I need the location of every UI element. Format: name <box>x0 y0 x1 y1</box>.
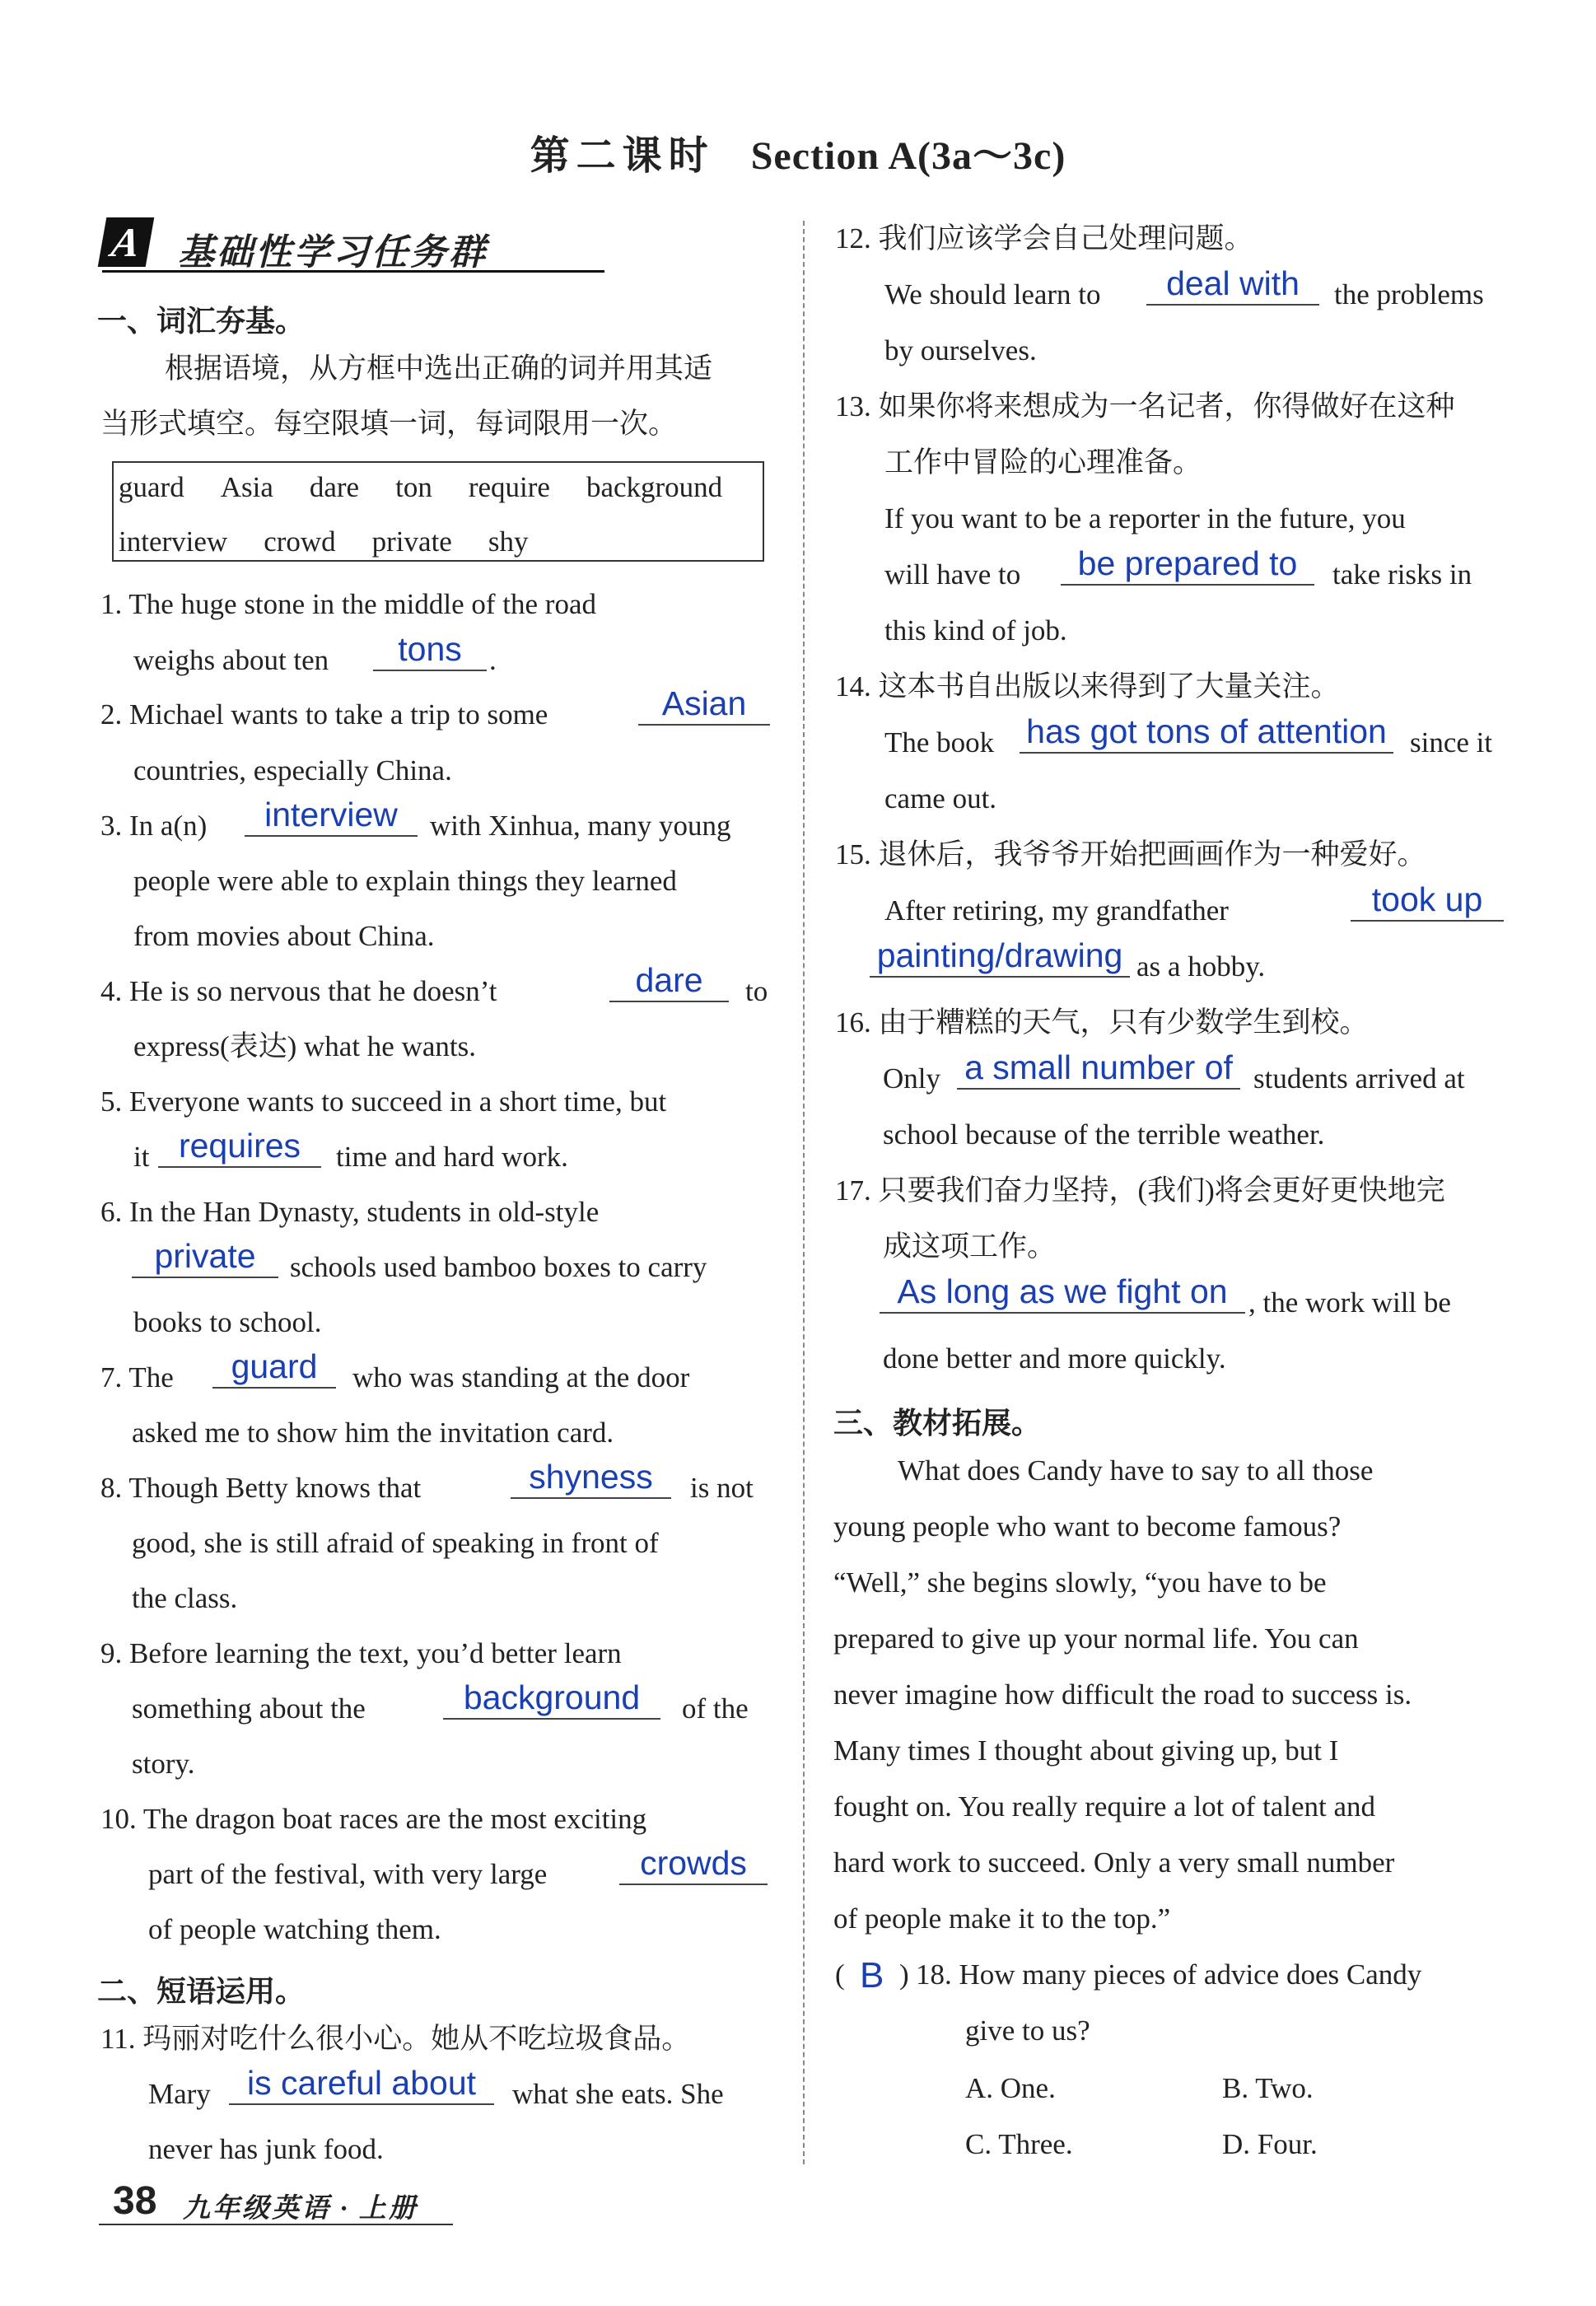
word: interview <box>119 525 228 558</box>
q7-line-1a: 7. The <box>100 1361 174 1393</box>
q12-answer: deal with <box>1146 267 1319 306</box>
passage-line-2: young people who want to become famous? <box>833 1510 1342 1543</box>
q4-line-2: express(表达) what he wants. <box>133 1030 477 1062</box>
q14-line-2b: since it <box>1410 726 1493 759</box>
q8-line-3: the class. <box>132 1582 238 1614</box>
q12-chinese: 12. 我们应该学会自己处理问题。 <box>835 222 1253 254</box>
passage-line-1: What does Candy have to say to all those <box>898 1454 1374 1487</box>
book-title: 九年级英语 · 上册 <box>183 2194 418 2224</box>
q17-chinese-2: 成这项工作。 <box>883 1230 1057 1263</box>
passage-line-8: hard work to succeed. Only a very small number <box>833 1846 1395 1879</box>
q13-answer: be prepared to <box>1061 547 1314 586</box>
q6-line-2b: schools used bamboo boxes to carry <box>290 1251 707 1283</box>
q8-line-2: good, she is still afraid of speaking in front of <box>132 1527 659 1559</box>
q1-answer: tons <box>373 633 487 671</box>
q15-line-3b: as a hobby. <box>1136 950 1266 983</box>
q13-line-4b: take risks in <box>1332 558 1472 591</box>
q3-line-2: people were able to explain things they learned <box>133 865 677 897</box>
q13-line-4a: will have to <box>884 558 1021 591</box>
q18-option-b: B. Two. <box>1222 2072 1314 2104</box>
q14-answer: has got tons of attention <box>1020 715 1393 754</box>
q8-line-1a: 8. Though Betty knows that <box>100 1472 422 1504</box>
q6-answer: private <box>132 1239 278 1278</box>
q17-answer: As long as we fight on <box>880 1275 1245 1314</box>
q1-line-1: 1. The huge stone in the middle of the road <box>100 588 596 620</box>
q7-line-2: asked me to show him the invitation card. <box>132 1417 614 1449</box>
q16-line-2b: students arrived at <box>1253 1062 1465 1095</box>
q3-answer: interview <box>245 798 418 837</box>
passage-line-7: fought on. You really require a lot of talent and <box>833 1790 1376 1823</box>
q13-chinese-2: 工作中冒险的心理准备。 <box>884 446 1202 478</box>
word: background <box>586 471 723 503</box>
column-divider <box>803 221 805 2164</box>
q3-line-1b: with Xinhua, many young <box>430 810 731 842</box>
q12-line-2b: the problems <box>1334 278 1484 310</box>
q10-line-3: of people watching them. <box>148 1913 441 1945</box>
q3-line-3: from movies about China. <box>133 920 435 952</box>
section-heading: 基础性学习任务群 <box>178 232 488 273</box>
q12-line-2a: We should learn to <box>884 278 1101 310</box>
part1-heading: 一、词汇夯基。 <box>97 305 306 338</box>
q18-paren-close: ) <box>899 1958 909 1991</box>
q11-line-2b: what she eats. She <box>512 2078 724 2110</box>
word: Asia <box>220 471 273 503</box>
word: dare <box>309 471 360 503</box>
word: require <box>468 471 550 503</box>
q2-line-1a: 2. Michael wants to take a trip to some <box>100 698 548 731</box>
q9-line-2a: something about the <box>132 1692 366 1725</box>
q13-line-5: this kind of job. <box>884 614 1067 647</box>
section-rule <box>102 270 604 273</box>
q15-answer-2: painting/drawing <box>870 939 1130 978</box>
page-title <box>0 124 1596 180</box>
q5-line-1: 5. Everyone wants to succeed in a short time, but <box>100 1085 667 1118</box>
q4-line-1b: to <box>745 975 768 1007</box>
q13-chinese-1: 13. 如果你将来想成为一名记者，你得做好在这种 <box>835 390 1455 422</box>
q17-line-4: done better and more quickly. <box>883 1342 1226 1375</box>
q9-line-1: 9. Before learning the text, you’d better learn <box>100 1637 622 1669</box>
word: crowd <box>264 525 336 558</box>
q16-answer: a small number of <box>957 1051 1240 1090</box>
instruction-line-2: 当形式填空。每空限填一词，每词限用一次。 <box>100 408 678 440</box>
q18-line-2: give to us? <box>965 2014 1090 2047</box>
q6-line-1: 6. In the Han Dynasty, students in old-style <box>100 1196 600 1228</box>
q18-option-d: D. Four. <box>1222 2128 1318 2160</box>
q8-answer: shyness <box>511 1460 671 1499</box>
passage-line-4: prepared to give up your normal life. You can <box>833 1622 1359 1655</box>
passage-line-3: “Well,” she begins slowly, “you have to be <box>833 1566 1327 1599</box>
q5-answer: requires <box>158 1129 321 1168</box>
q7-line-1b: who was standing at the door <box>352 1361 690 1393</box>
section-badge: A <box>98 217 155 267</box>
q11-line-3: never has junk food. <box>148 2133 384 2165</box>
instruction-line-1: 根据语境，从方框中选出正确的词并用其适 <box>165 352 713 385</box>
q13-line-3: If you want to be a reporter in the future, you <box>884 502 1406 534</box>
q3-line-1a: 3. In a(n) <box>100 810 208 842</box>
q2-line-2: countries, especially China. <box>133 754 452 787</box>
q10-answer: crowds <box>619 1846 768 1885</box>
q15-answer-1: took up <box>1351 883 1504 922</box>
q9-line-3: story. <box>132 1748 195 1780</box>
q5-line-2b: time and hard work. <box>336 1141 568 1173</box>
word: private <box>371 525 452 558</box>
q18-option-a: A. One. <box>965 2072 1056 2104</box>
word: guard <box>119 471 184 503</box>
word: shy <box>488 525 529 558</box>
footer-rule <box>99 2224 453 2225</box>
section-label: Section A(3a～3c) <box>750 134 1066 178</box>
q18-paren-open: ( <box>835 1958 845 1991</box>
word-box-row-2 <box>119 525 528 558</box>
q15-line-2a: After retiring, my grandfather <box>884 894 1229 927</box>
q18-option-c: C. Three. <box>965 2128 1073 2160</box>
q11-line-2a: Mary <box>148 2078 211 2110</box>
q11-chinese: 11. 玛丽对吃什么很小心。她从不吃垃圾食品。 <box>100 2023 691 2055</box>
q15-chinese: 15. 退休后，我爷爷开始把画画作为一种爱好。 <box>835 838 1426 871</box>
page-number: 38 <box>113 2179 157 2223</box>
q17-chinese-1: 17. 只要我们奋力坚持，(我们)将会更好更快地完 <box>835 1174 1445 1207</box>
q11-answer: is careful about <box>229 2066 494 2105</box>
word-box-row-1 <box>119 471 722 504</box>
q16-line-2a: Only <box>883 1062 940 1095</box>
q9-answer: background <box>443 1681 660 1720</box>
word-box <box>112 461 764 562</box>
q14-line-3: came out. <box>884 782 997 815</box>
q5-line-2a: it <box>133 1141 150 1173</box>
q1-line-2a: weighs about ten <box>133 644 329 676</box>
passage-line-9: of people make it to the top.” <box>833 1902 1171 1935</box>
lesson-label: 第二课时 <box>530 134 715 178</box>
q8-line-1b: is not <box>690 1472 754 1504</box>
q12-line-3: by ourselves. <box>884 334 1037 366</box>
q17-line-3b: , the work will be <box>1248 1286 1451 1319</box>
q10-line-2a: part of the festival, with very large <box>148 1858 548 1890</box>
q4-line-1a: 4. He is so nervous that he doesn’t <box>100 975 497 1007</box>
word: ton <box>395 471 432 503</box>
passage-line-6: Many times I thought about giving up, but I <box>833 1734 1339 1767</box>
part3-heading: 三、教材拓展。 <box>833 1407 1042 1440</box>
q18-answer: B <box>860 1955 884 1996</box>
q7-answer: guard <box>212 1350 336 1389</box>
q9-line-2b: of the <box>682 1692 749 1725</box>
q14-chinese: 14. 这本书自出版以来得到了大量关注。 <box>835 670 1340 703</box>
q14-line-2a: The book <box>884 726 995 759</box>
q18-line-1: 18. How many pieces of advice does Candy <box>916 1958 1422 1991</box>
q10-line-1: 10. The dragon boat races are the most exciting <box>100 1803 647 1835</box>
passage-line-5: never imagine how difficult the road to success is. <box>833 1678 1412 1711</box>
q16-chinese: 16. 由于糟糕的天气，只有少数学生到校。 <box>835 1006 1369 1039</box>
q2-answer: Asian <box>638 687 770 726</box>
q1-line-2b: . <box>489 644 497 676</box>
q4-answer: dare <box>609 964 729 1002</box>
part2-heading: 二、短语运用。 <box>97 1975 306 2008</box>
q16-line-3: school because of the terrible weather. <box>883 1118 1325 1151</box>
q6-line-3: books to school. <box>133 1306 322 1338</box>
